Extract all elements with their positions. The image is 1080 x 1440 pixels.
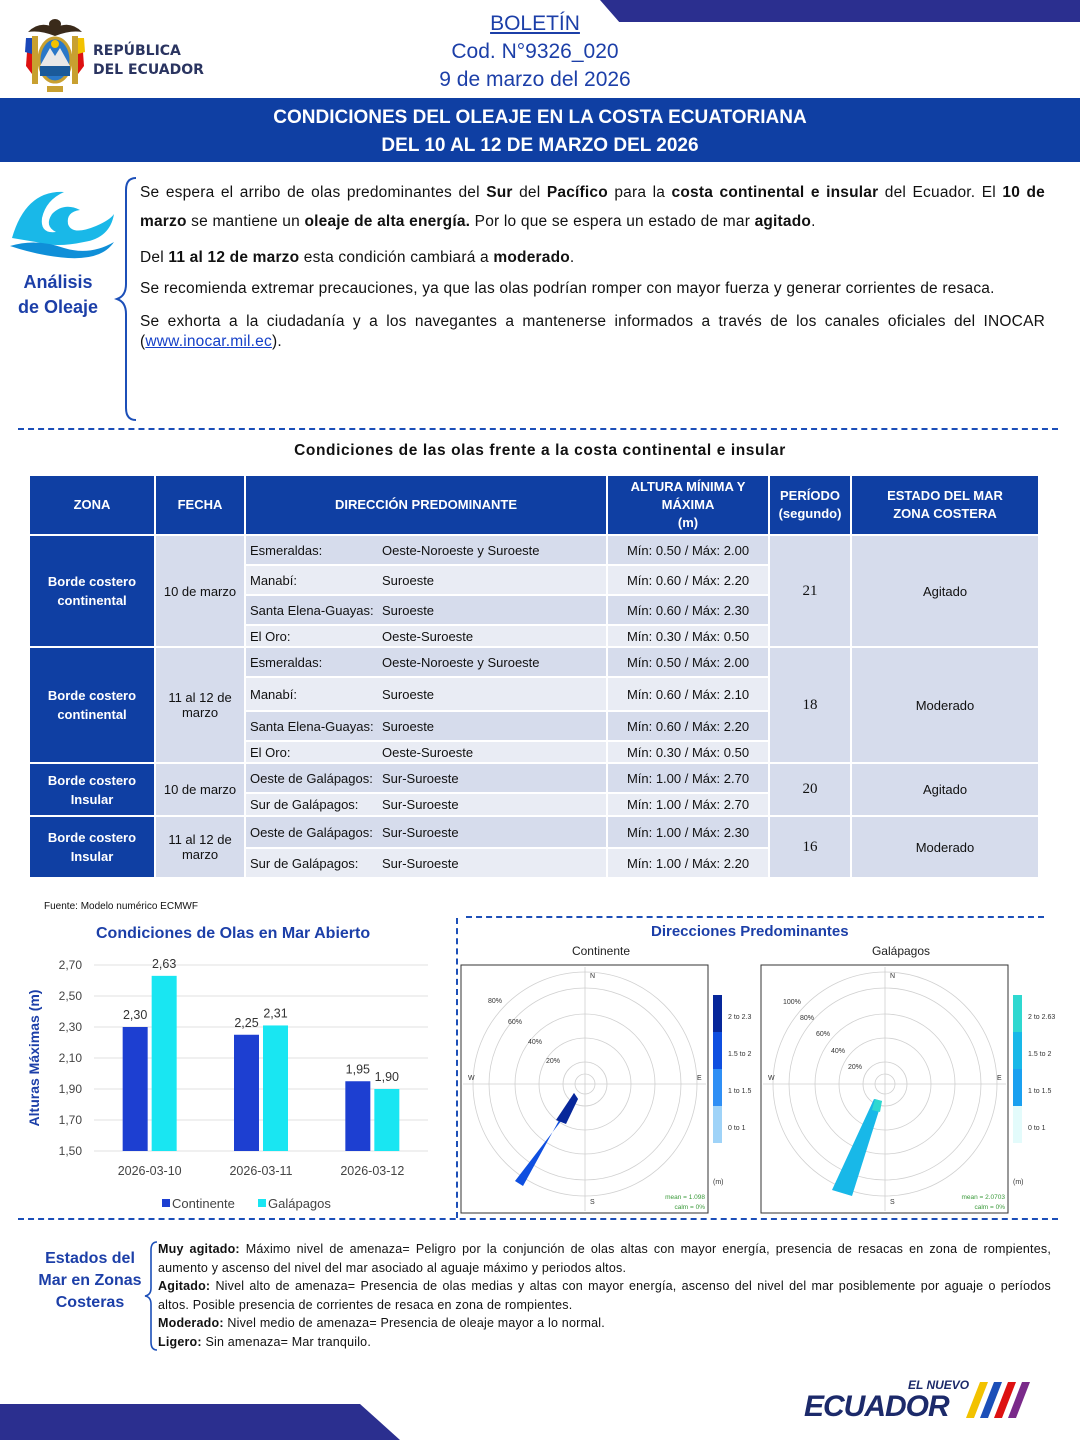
direction-value: Sur-Suroeste [382,855,459,871]
sea-state-cell: Moderado [852,648,1038,762]
state-name: Moderado: [158,1316,224,1330]
header-periodo [770,476,850,534]
directions-title: Direcciones Predominantes [651,923,849,940]
analysis-label-line2: de Oleaje [17,297,99,317]
zone-text: Insular [70,849,114,864]
bulletin-info [380,10,690,94]
date-cell [156,536,244,646]
data-label: 2,31 [263,1006,288,1021]
rose-legend-swatch [1013,1032,1022,1069]
wave-icon [6,180,116,260]
text-bold: costa continental e insular [671,184,879,201]
compass-east: E [997,1075,1002,1082]
logo-top-text: EL NUEVO [908,1378,970,1392]
y-tick-label: 1,90 [58,1082,82,1096]
height-cell: Mín: 0.50 / Máx: 2.00 [608,648,768,676]
state-definition [158,1277,1051,1314]
brace-icon [114,176,138,422]
states-definitions [158,1240,1051,1351]
location-label: El Oro: [250,628,291,644]
height-cell: Mín: 0.60 / Máx: 2.30 [608,596,768,624]
direction-cell [246,742,606,762]
analysis-label-line1: Análisis [23,272,93,292]
text-run: del [512,184,547,201]
zone-text: continental [57,707,127,722]
direction-value: Suroeste [382,686,435,702]
header-estado [852,476,1038,534]
text-run: . [811,213,816,230]
bar-continente [123,1027,148,1151]
data-label: 2,25 [234,1015,259,1030]
header-text: ZONA COSTERA [893,506,997,521]
height-cell: Mín: 0.30 / Máx: 0.50 [608,626,768,646]
height-cell: Mín: 0.30 / Máx: 0.50 [608,742,768,762]
legend-label: Galápagos [268,1196,331,1211]
text-bold: 10 de marzo [140,184,1045,230]
text-run: ). [271,333,282,350]
rose-legend-swatch [1013,1106,1022,1143]
text-run: del Ecuador. El [878,184,1003,201]
data-label: 2,63 [151,956,177,971]
text-run: esta condición cambiará a [299,249,494,266]
legend-swatch [258,1199,266,1207]
rose-unit: (m) [1013,1179,1024,1186]
direction-value: Suroeste [382,718,435,734]
rose-legend-swatch [713,995,722,1032]
zone-text: continental [57,593,127,608]
state-text: Nivel medio de amenaza= Presencia de oleaje mayor a lo normal. [223,1316,605,1330]
date-text: 10 de marzo [163,583,237,599]
rose-ring-label: 20% [546,1058,561,1065]
state-name: Muy agitado: [158,1242,240,1256]
charts-divider-top [466,916,1044,918]
direction-cell [246,817,606,847]
rose-title: Continente [571,944,631,958]
date-text: marzo [181,847,219,862]
state-text: Máximo nivel de amenaza= Peligro por la conjunción de olas altas con mayor energía, presencia de resacas en zona de rompientes, aumento y ascenso del nivel del mar asociado al aguaje máximo y periodos altos. [158,1242,1051,1275]
x-tick-label: 2026-03-10 [117,1164,182,1178]
rose-legend-swatch [1013,1069,1022,1106]
location-label: El Oro: [250,744,291,760]
text-bold: moderado [493,249,570,266]
direction-cell [246,596,606,624]
rose-legend-label: 1.5 to 2 [1028,1051,1052,1058]
state-definition [158,1314,1051,1333]
sea-state-cell: Agitado [852,764,1038,815]
table-header-row [30,476,1038,534]
height-cell: Mín: 0.60 / Máx: 2.10 [608,678,768,710]
bar-chart [20,948,440,1218]
compass-north: N [590,973,596,980]
height-cell: Mín: 0.60 / Máx: 2.20 [608,712,768,740]
analysis-paragraph-2 [140,243,1045,272]
table-row [30,817,1038,847]
rose-legend-swatch [713,1106,722,1143]
location-label: Esmeraldas: [250,542,323,558]
direction-value: Suroeste [382,602,435,618]
direction-value: Sur-Suroeste [382,770,459,786]
location-label: Sur de Galápagos: [250,797,359,812]
date-text: 11 al 12 de [168,832,232,847]
x-tick-label: 2026-03-11 [229,1164,293,1178]
bar-chart-title: Condiciones de Olas en Mar Abierto [96,925,371,942]
state-name: Ligero: [158,1334,202,1349]
rose-legend-label: 1 to 1.5 [728,1088,752,1095]
date-cell [156,648,244,762]
text-run: Del [140,249,169,266]
rose-ring-label: 100% [783,999,801,1006]
analysis-text [140,178,1045,365]
y-tick-label: 2,30 [58,1020,82,1034]
date-cell [156,764,244,815]
text-run: Se exhorta a la ciudadanía y a los navegantes a mantenerse informados a través de los canales oficiales del INOCAR ( [140,313,1045,350]
text-run: . [569,249,575,266]
location-label: Manabí: [250,572,297,588]
rose-legend-label: 0 to 1 [728,1125,746,1132]
height-cell: Mín: 1.00 / Máx: 2.30 [608,817,768,847]
zone-text: Borde costero [47,772,137,788]
text-run: para la [607,184,672,201]
rose-ring-label: 40% [528,1039,543,1046]
location-label: Oeste de Galápagos: [250,824,373,840]
direction-cell [246,764,606,792]
compass-north: N [890,973,896,980]
logo-main-text: ECUADOR [804,1390,949,1423]
direction-cell [246,849,606,877]
legend-label: Continente [172,1196,235,1211]
location-label: Manabí: [250,686,297,702]
location-label: Santa Elena-Guayas: [250,718,374,734]
state-text: Sin amenaza= Mar tranquilo. [201,1334,371,1349]
zone-cell [30,536,154,646]
rose-calm: calm = 0% [974,1204,1005,1211]
rose-unit: (m) [713,1179,724,1186]
header-altura [608,476,768,534]
height-cell: Mín: 1.00 / Máx: 2.20 [608,849,768,877]
state-definition [158,1333,1051,1352]
rose-galapagos [758,940,1068,1216]
zone-text: Borde costero [47,574,137,589]
y-axis-label: Alturas Máximas (m) [26,989,42,1127]
zone-cell [30,817,154,877]
text-bold: agitado [754,213,812,230]
bar-galápagos [374,1089,399,1151]
rose-ring-label: 40% [831,1048,846,1055]
height-cell: Mín: 0.60 / Máx: 2.20 [608,566,768,594]
rose-legend-label: 1.5 to 2 [728,1051,752,1058]
legend-swatch [162,1199,170,1207]
direction-value: Oeste-Suroeste [382,744,474,760]
rose-legend-label: 1 to 1.5 [1028,1088,1052,1095]
table-row [30,764,1038,792]
date-text: marzo [181,705,219,720]
states-label-line: Estados del [45,1250,135,1267]
state-definition [158,1240,1051,1277]
date-text: 11 al 12 de [168,690,232,705]
location-label: Sur de Galápagos: [250,855,359,871]
zone-text: Insular [70,791,114,807]
rose-continente [458,940,768,1216]
direction-cell [246,678,606,710]
y-tick-label: 2,70 [58,958,82,972]
header-text: (m) [677,515,699,530]
analysis-paragraph-3: Se recomienda extremar precauciones, ya que las olas podrían romper con mayor fuerza y generar corrientes de resaca. [140,280,995,297]
table-row [30,648,1038,676]
rose-ring-label: 60% [816,1031,831,1038]
header-text: PERÍODO [780,488,840,503]
rose-legend-label: 0 to 1 [1028,1125,1046,1132]
y-tick-label: 2,50 [58,989,82,1003]
text-bold: Sur [486,184,513,201]
text-run: Por lo que se espera un estado de mar [470,213,755,230]
rose-legend-swatch [1013,995,1022,1032]
x-tick-label: 2026-03-12 [340,1164,405,1178]
rose-ring-label: 80% [488,998,503,1005]
bulletin-code: Cod. N°9326_020 [451,40,619,63]
direction-value: Oeste-Suroeste [382,628,474,644]
inocar-link[interactable]: www.inocar.mil.ec [145,333,272,350]
bulletin-date: 9 de marzo del 2026 [439,68,631,91]
rose-ring-label: 80% [800,1015,815,1022]
rose-legend-label: 2 to 2.63 [1028,1014,1056,1021]
period-cell: 16 [770,817,850,877]
data-source-note: Fuente: Modelo numérico ECMWF [44,901,198,912]
sea-state-cell: Agitado [852,536,1038,646]
zone-text: Borde costero [47,830,137,845]
direction-cell [246,712,606,740]
page-title-line2: DEL 10 AL 12 DE MARZO DEL 2026 [381,135,699,156]
bulletin-title: BOLETÍN [490,12,580,35]
rose-ring-label: 60% [508,1019,523,1026]
brace-icon [143,1240,159,1352]
period-cell: 18 [770,648,850,762]
rose-legend-swatch [713,1032,722,1069]
zone-cell [30,764,154,815]
date-text: 10 de marzo [163,782,237,797]
height-cell: Mín: 1.00 / Máx: 2.70 [608,764,768,792]
direction-cell [246,648,606,676]
date-cell [156,817,244,877]
compass-east: E [697,1075,702,1082]
bottom-decorative-stripe [0,1404,400,1440]
bar-galápagos [263,1025,288,1151]
location-label: Oeste de Galápagos: [250,770,373,786]
page-title-line1: CONDICIONES DEL OLEAJE EN LA COSTA ECUATORIANA [273,107,807,128]
direction-value: Oeste-Noroeste y Suroeste [382,542,540,558]
government-name [93,42,204,80]
header-zona: ZONA [30,476,154,534]
direction-value: Sur-Suroeste [382,824,459,840]
rose-mean: mean = 2.0703 [961,1194,1005,1201]
rose-title: Galápagos [871,944,931,958]
text-run: se mantiene un [186,213,305,230]
direction-cell [246,566,606,594]
rose-calm: calm = 0% [674,1204,705,1211]
location-label: Santa Elena-Guayas: [250,602,374,618]
states-label-line: Costeras [55,1294,125,1311]
analysis-paragraph-4 [140,312,1045,352]
bar-continente [234,1035,259,1151]
text-bold: Pacífico [546,184,608,201]
sea-state-cell: Moderado [852,817,1038,877]
location-label: Esmeraldas: [250,654,323,670]
header-text: (segundo) [778,506,842,521]
header-fecha: FECHA [156,476,244,534]
compass-south: S [590,1199,595,1206]
direction-cell [246,794,606,815]
coat-of-arms-icon [20,14,90,96]
text-run: Se espera el arribo de olas predominantes del [140,184,487,201]
header-text: ALTURA MÍNIMA Y [630,479,746,494]
compass-west: W [768,1075,775,1082]
section-divider [18,428,1058,430]
rose-legend-label: 2 to 2.3 [728,1014,752,1021]
direction-cell [246,626,606,646]
el-nuevo-ecuador-logo [800,1374,1050,1424]
data-label: 1,90 [374,1070,400,1084]
wave-conditions-table [28,474,1040,879]
table-row [30,536,1038,564]
header-text: ESTADO DEL MAR [887,488,1003,503]
table-title: Condiciones de las olas frente a la costa continental e insular [294,442,786,459]
y-tick-label: 1,50 [58,1144,82,1158]
text-bold: 11 al 12 de marzo [168,249,300,266]
period-cell: 20 [770,764,850,815]
header-text: MÁXIMA [661,497,715,512]
y-tick-label: 2,10 [58,1051,82,1065]
compass-west: W [468,1075,475,1082]
state-name: Agitado: [158,1279,211,1293]
direction-value: Sur-Suroeste [382,797,459,812]
states-label-line: Mar en Zonas [38,1272,142,1289]
header-direccion: DIRECCIÓN PREDOMINANTE [246,476,606,534]
y-tick-label: 1,70 [58,1113,82,1127]
height-cell: Mín: 1.00 / Máx: 2.70 [608,794,768,815]
bar-continente [345,1081,370,1151]
analysis-label [8,270,108,320]
direction-value: Suroeste [382,572,435,588]
compass-south: S [890,1199,895,1206]
analysis-paragraph-1 [140,178,1045,236]
rose-legend-swatch [713,1069,722,1106]
data-label: 1,95 [345,1062,371,1077]
state-text: Nivel alto de amenaza= Presencia de olas medias y altas con mayor energía, ascenso del nivel del mar posiblemente por aguaje o períodos altos. Posible presencia de corrientes de resaca en zona de rompientes. [158,1279,1051,1312]
height-cell: Mín: 0.50 / Máx: 2.00 [608,536,768,564]
rose-ring-label: 20% [848,1064,863,1071]
zone-text: Borde costero [47,688,137,703]
rose-mean: mean = 1.098 [665,1194,705,1201]
section-divider-bottom [18,1218,1058,1220]
gov-name-line1: REPÚBLICA [93,43,181,59]
direction-value: Oeste-Noroeste y Suroeste [382,654,540,670]
states-label [30,1248,150,1314]
page-title [0,98,1080,162]
data-label: 2,30 [122,1008,148,1022]
bar-galápagos [152,976,177,1151]
direction-cell [246,536,606,564]
text-bold: oleaje de alta energía. [304,213,471,230]
period-cell: 21 [770,536,850,646]
zone-cell [30,648,154,762]
gov-name-line2: DEL ECUADOR [93,62,204,78]
